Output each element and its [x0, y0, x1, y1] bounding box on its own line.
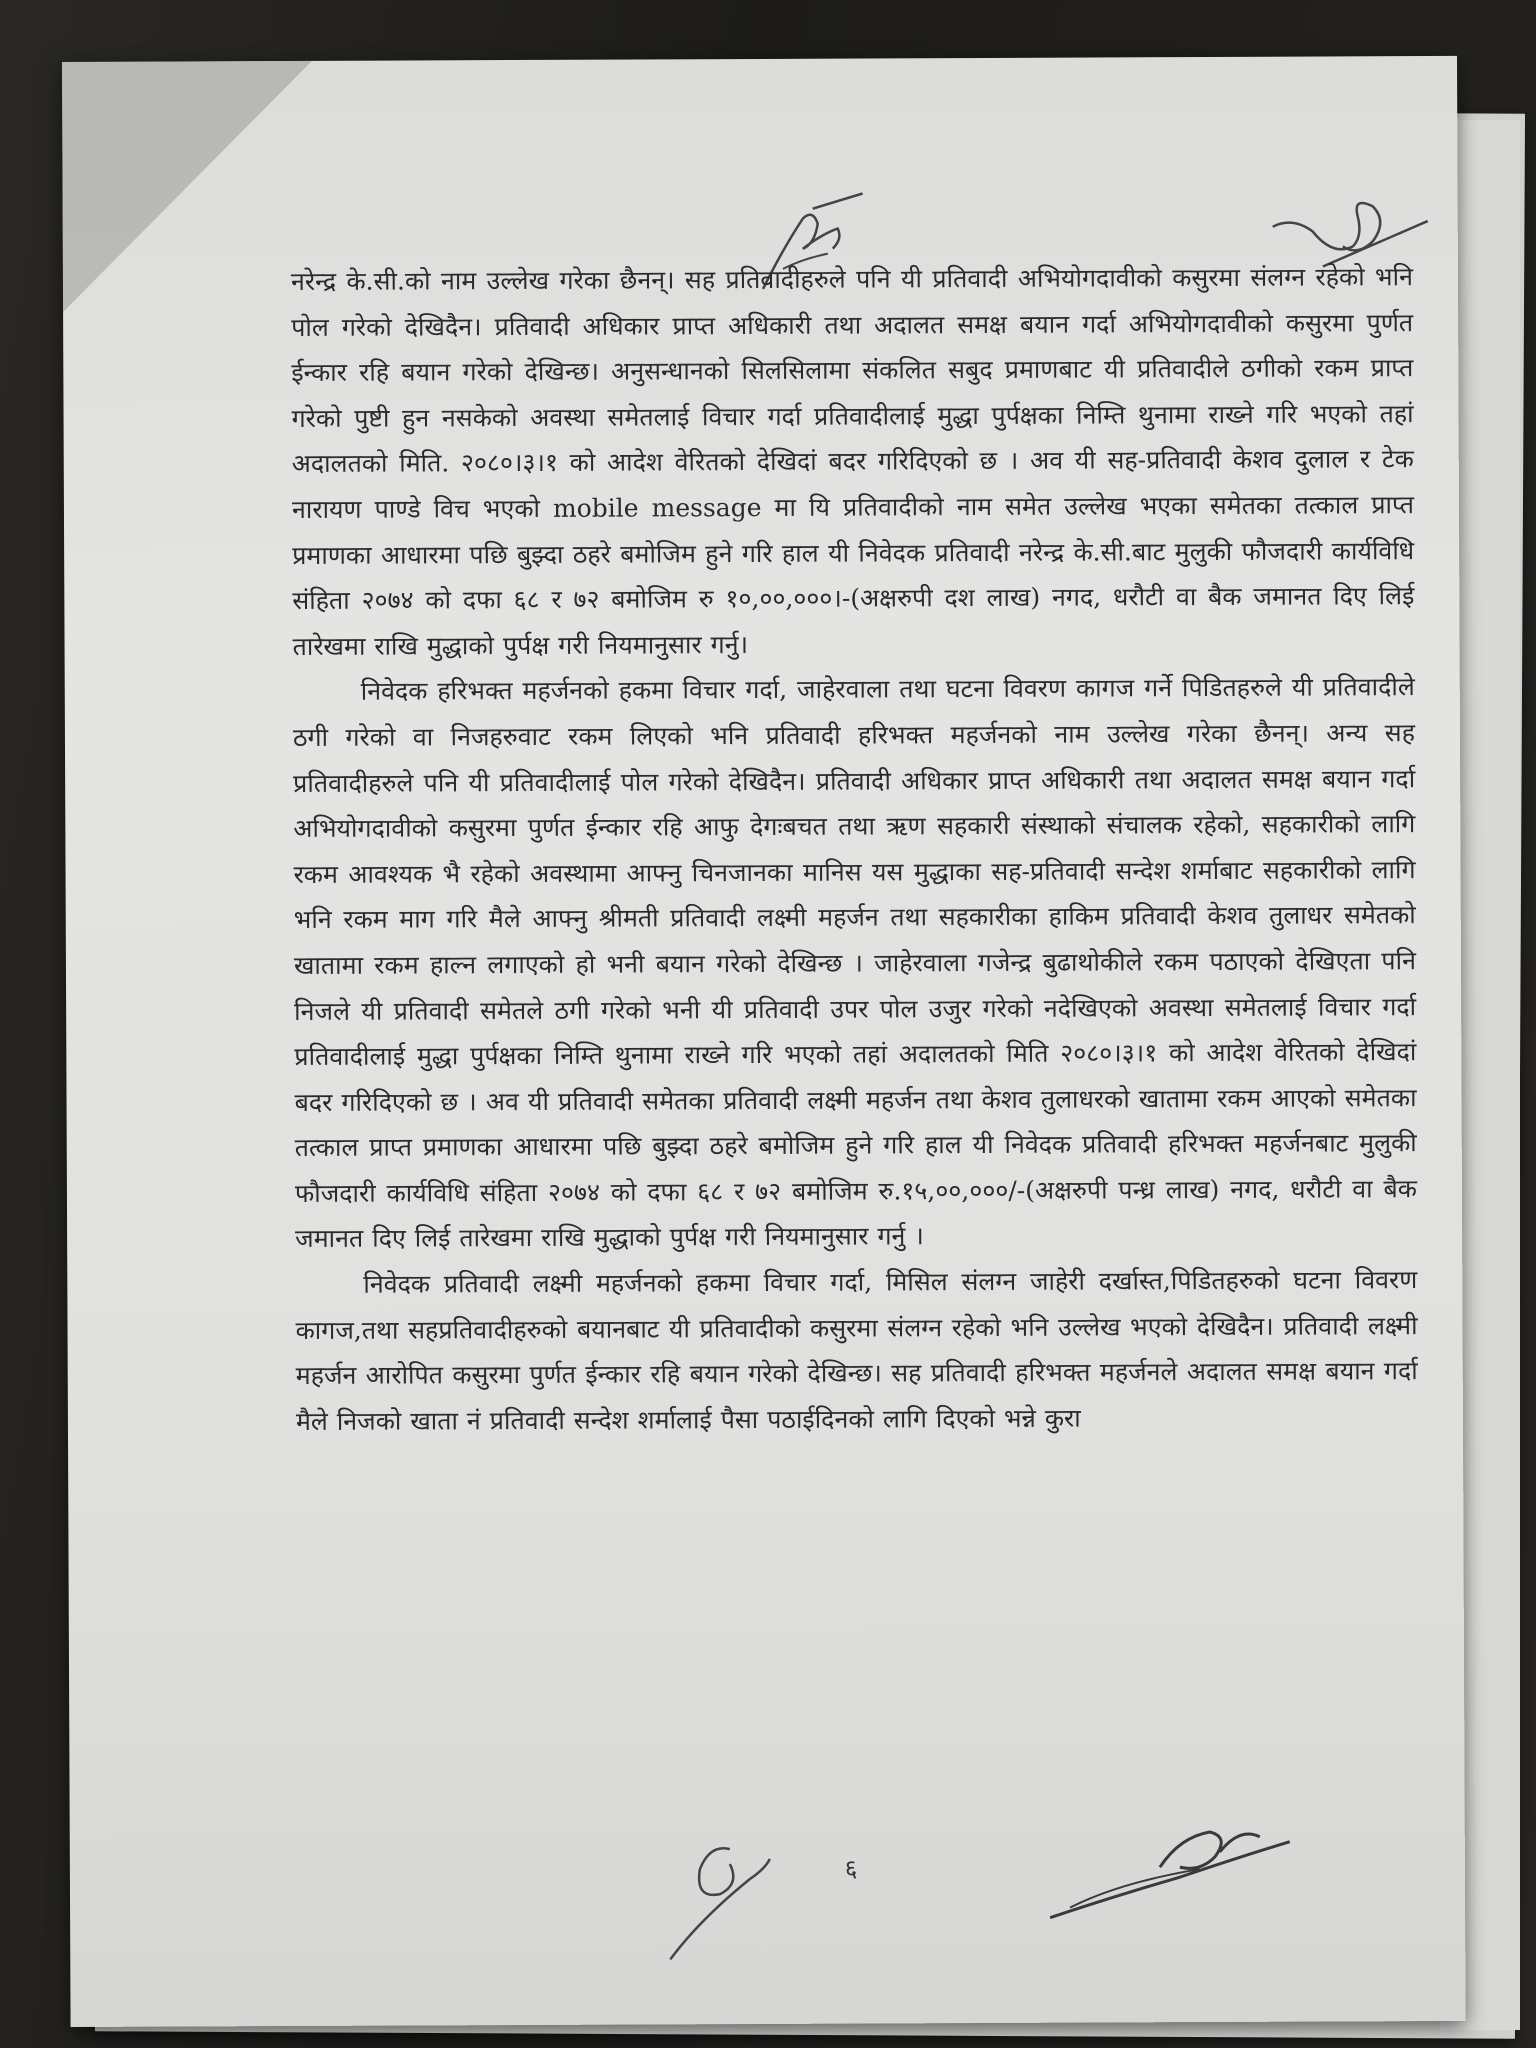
paragraph-narendra: नरेन्द्र के.सी.को नाम उल्लेख गरेका छैनन्। सह प्रतिवादीहरुले पनि यी प्रतिवादी अभियोगदावीको कसुरमा संलग्न रहेको भनि पोल गरेको देखिदैन। प्रतिवादी अधिकार प्राप्त अधिकारी तथा अदालत समक्ष बयान गर्दा अभियोगदावीको कसुरमा पुर्णत ईन्कार रहि बयान गरेको देखिन्छ। अनुसन्धानको सिलसिलामा संकलित सबुद प्रमाणबाट यी प्रतिवादीले ठगीको रकम प्राप्त गरेको पुष्टी हुन नसकेको अवस्था समेतलाई विचार गर्दा प्रतिवादीलाई मुद्धा पुर्पक्षका निम्ति थुनामा राख्ने गरि भएको तहां अदालतको मिति. २०८०।३।१ को आदेश वेरितको देखिदां बदर गरिदिएको छ । अव यी सह-प्रतिवादी केशव दुलाल र टेक नारायण पाण्डे विच भएको mobile message मा यि प्रतिवादीको नाम समेत उल्लेख भएका समेतका तत्काल प्राप्त प्रमाणका आधारमा पछि बुझ्दा ठहरे बमोजिम हुने गरि हाल यी निवेदक प्रतिवादी नरेन्द्र के.सी.बाट मुलुकी फौजदारी कार्यविधि संहिता २०७४ को दफा ६८ र ७२ बमोजिम रु १०,००,०००।-(अक्षरुपी दश लाख) नगद, धरौटी वा बैक जमानत दिए लिई तारेखमा राखि मुद्धाको पुर्पक्ष गरी नियमानुसार गर्नु। — [290, 262, 1415, 661]
paragraph-haribhakta: निवेदक हरिभक्त महर्जनको हकमा विचार गर्दा, जाहेरवाला तथा घटना विवरण कागज गर्ने पिडितहरुले यी प्रतिवादीले ठगी गरेको वा निजहरुवाट रकम लिएको भनि प्रतिवादी हरिभक्त महर्जनको नाम उल्लेख गरेका छैनन्। अन्य सह प्रतिवादीहरुले पनि यी प्रतिवादीलाई पोल गरेको देखिदैन। प्रतिवादी अधिकार प्राप्त अधिकारी तथा अदालत समक्ष बयान गर्दा अभियोगदावीको कसुरमा पुर्णत ईन्कार रहि आफु देगःबचत तथा ऋण सहकारी संस्थाको संचालक रहेको, सहकारीको लागि रकम आवश्यक भै रहेको अवस्थामा आफ्नु चिनजानका मानिस यस मुद्धाका सह-प्रतिवादी सन्देश शर्माबाट सहकारीको लागि भनि रकम माग गरि मैले आफ्नु श्रीमती प्रतिवादी लक्ष्मी महर्जन तथा सहकारीका हाकिम प्रतिवादी केशव तुलाधर समेतको खातामा रकम हाल्न लगाएको हो भनी बयान गरेको देखिन्छ । जाहेरवाला गजेन्द्र बुढाथोकीले रकम पठाएको देखिएता पनि निजले यी प्रतिवादी समेतले ठगी गरेको भनी यी प्रतिवादी उपर पोल उजुर गरेको नदेखिएको अवस्था समेतलाई विचार गर्दा प्रतिवादीलाई मुद्धा पुर्पक्षका निम्ति थुनामा राख्ने गरि भएको तहां अदालतको मिति २०८०।३।१ को आदेश वेरितको देखिदां बदर गरिदिएको छ । अव यी प्रतिवादी समेतका प्रतिवादी लक्ष्मी महर्जन तथा केशव तुलाधरको खातामा रकम आएको समेतका तत्काल प्राप्त प्रमाणका आधारमा पछि बुझ्दा ठहरे बमोजिम हुने गरि हाल यी निवेदक प्रतिवादी हरिभक्त महर्जनबाट मुलुकी फौजदारी कार्यविधि संहिता २०७४ को दफा ६८ र ७२ बमोजिम रु.१५,००,०००/-(अक्षरुपी पन्ध्र लाख) नगद, धरौटी वा बैक जमानत दिए लिई तारेखमा राखि मुद्धाको पुर्पक्ष गरी नियमानुसार गर्नु । — [292, 672, 1417, 1254]
signature-bottom-right — [1030, 1797, 1321, 1928]
signature-bottom-left — [660, 1829, 801, 1970]
page-number: ६ — [844, 1854, 858, 1883]
document-body — [291, 254, 1418, 1444]
document-page — [62, 56, 1466, 2027]
page-corner-shadow — [62, 61, 313, 312]
paragraph-laxmi: निवेदक प्रतिवादी लक्ष्मी महर्जनको हकमा विचार गर्दा, मिसिल संलग्न जाहेरी दर्खास्त,पिडितहरुको घटना विवरण कागज,तथा सहप्रतिवादीहरुको बयानबाट यी प्रतिवादीको कसुरमा संलग्न रहेको भनि उल्लेख भएको देखिदैन। प्रतिवादी लक्ष्मी महर्जन आरोपित कसुरमा पुर्णत ईन्कार रहि बयान गरेको देखिन्छ। सह प्रतिवादी हरिभक्त महर्जनले अदालत समक्ष बयान गर्दा मैले निजको खाता नं प्रतिवादी सन्देश शर्मालाई पैसा पठाईदिनको लागि दिएको भन्ने कुरा — [295, 1265, 1418, 1436]
